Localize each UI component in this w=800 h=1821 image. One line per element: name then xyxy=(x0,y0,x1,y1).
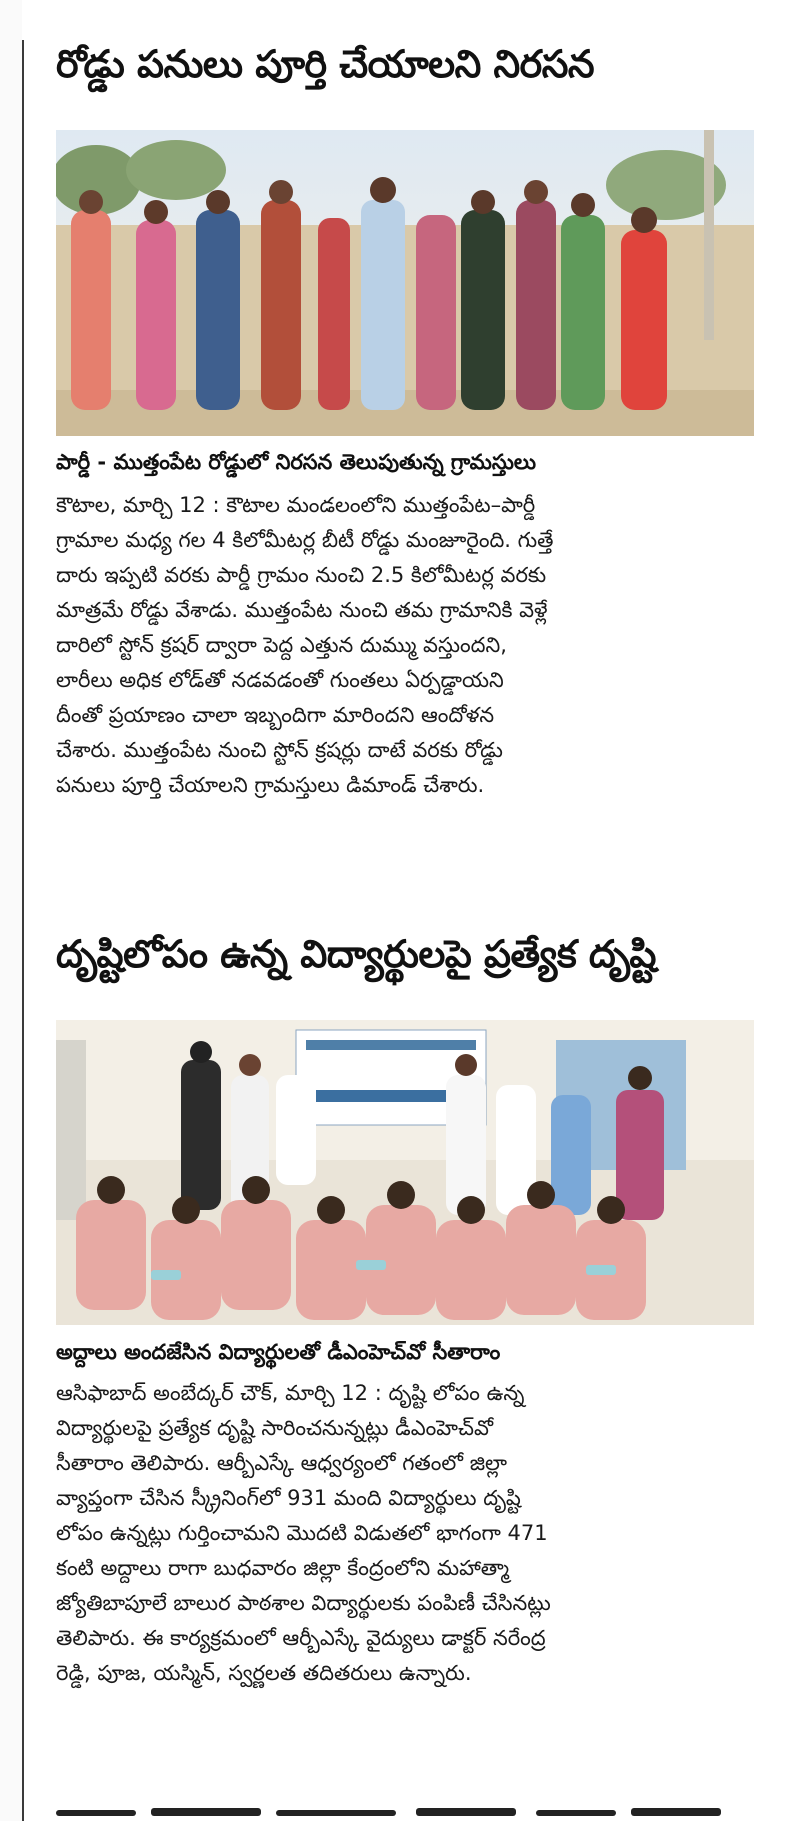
article-road-protest-body xyxy=(56,488,756,803)
cropped-headline-strokes xyxy=(56,1798,756,1821)
body-line: సీతారాం తెలిపారు. ఆర్బీఎస్కే ఆధ్వర్యంలో గతంలో జిల్లా xyxy=(56,1451,508,1475)
article-body xyxy=(56,1376,756,1691)
article-vision-students-caption xyxy=(56,1338,756,1366)
body-line: కంటి అద్దాలు రాగా బుధవారం జిల్లా కేంద్రంలోని మహాత్మా xyxy=(56,1556,510,1580)
body-line: పనులు పూర్తి చేయాలని గ్రామస్తులు డిమాండ్ చేశారు. xyxy=(56,773,485,797)
article-road-protest-caption xyxy=(56,448,756,476)
students-photo xyxy=(56,1020,754,1325)
article-vision-students xyxy=(56,930,756,978)
body-line: కౌటాల, మార్చి 12 : కౌటాల మండలంలోని ముత్తంపేట–పార్డీ xyxy=(56,493,536,517)
body-line: గ్రామాల మధ్య గల 4 కిలోమీటర్ల బీటీ రోడ్డు మంజూరైంది. గుత్తే xyxy=(56,528,554,552)
photo-caption: అద్దాలు అందజేసిన విద్యార్థులతో డీఎంహెచ్‌వో సీతారాం xyxy=(56,1340,501,1364)
body-line: మాత్రమే రోడ్డు వేశాడు. ముత్తంపేట నుంచి తమ గ్రామానికి వెళ్లే xyxy=(56,598,548,622)
body-line: ఆసిఫాబాద్ అంబేద్కర్ చౌక్, మార్చి 12 : దృష్టి లోపం ఉన్న xyxy=(56,1381,525,1405)
body-line: విద్యార్థులపై ప్రత్యేక దృష్టి సారించనున్నట్లు డీఎంహెచ్‌వో xyxy=(56,1416,493,1440)
article-body xyxy=(56,488,756,803)
photo-caption: పార్డీ - ముత్తంపేట రోడ్డులో నిరసన తెలుపుతున్న గ్రామస్తులు xyxy=(56,450,536,474)
body-line: జ్యోతిబాపూలే బాలుర పాఠశాల విద్యార్థులకు పంపిణీ చేసినట్లు xyxy=(56,1591,551,1615)
column-divider xyxy=(22,40,24,1821)
body-line: లారీలు అధిక లోడ్‌తో నడవడంతో గుంతలు ఏర్పడ్డాయని xyxy=(56,668,504,692)
left-margin xyxy=(0,0,22,1821)
body-line: దారిలో స్టోన్ క్రషర్ ద్వారా పెద్ద ఎత్తున దుమ్ము వస్తుందని, xyxy=(56,633,507,657)
body-line: చేశారు. ముత్తంపేట నుంచి స్టోన్ క్రషర్లు దాటే వరకు రోడ్డు xyxy=(56,738,503,762)
protest-photo-image xyxy=(56,130,754,436)
body-line: లోపం ఉన్నట్లు గుర్తించామని మొదటి విడుతలో భాగంగా 471 xyxy=(56,1521,548,1545)
body-line: తెలిపారు. ఈ కార్యక్రమంలో ఆర్బీఎస్కే వైద్యులు డాక్టర్ నరేంద్ర xyxy=(56,1626,546,1650)
body-line: వ్యాప్తంగా చేసిన స్క్రీనింగ్‌లో 931 మంది విద్యార్థులు దృష్టి xyxy=(56,1486,521,1510)
students-photo-image xyxy=(56,1020,754,1325)
headline: రోడ్డు పనులు పూర్తి చేయాలని నిరసన xyxy=(56,42,595,86)
article-vision-students-body xyxy=(56,1376,756,1691)
headline: దృష్టిలోపం ఉన్న విద్యార్థులపై ప్రత్యేక దృష్టి xyxy=(56,932,656,976)
body-line: దీంతో ప్రయాణం చాలా ఇబ్బందిగా మారిందని ఆందోళన xyxy=(56,703,495,727)
body-line: దారు ఇప్పటి వరకు పార్డీ గ్రామం నుంచి 2.5 కిలోమీటర్ల వరకు xyxy=(56,563,547,587)
article-road-protest xyxy=(56,40,756,88)
next-headline-cropped xyxy=(56,1798,756,1821)
protest-photo xyxy=(56,130,754,436)
body-line: రెడ్డి, పూజ, యస్మిన్, స్వర్ణలత తదితరులు ఉన్నారు. xyxy=(56,1661,472,1685)
